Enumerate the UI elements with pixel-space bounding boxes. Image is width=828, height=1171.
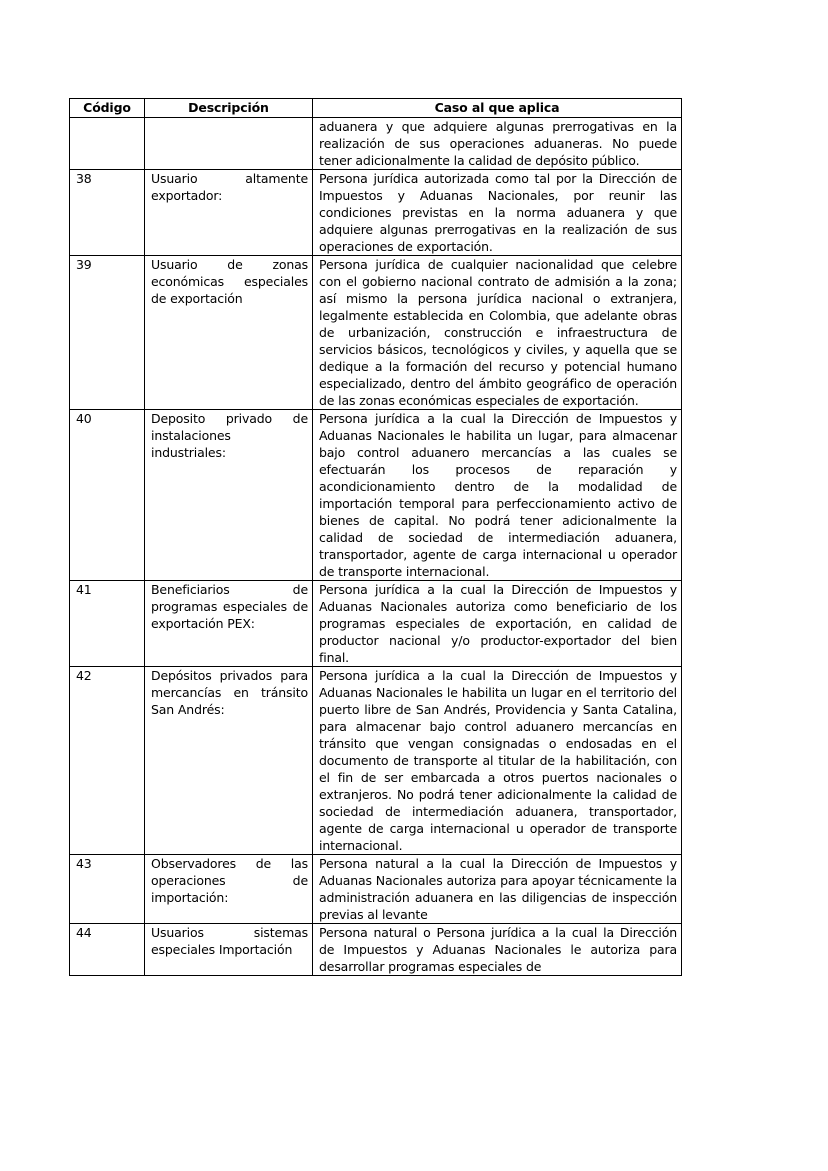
row-case: Persona jurídica de cualquier nacionalidad que celebre con el gobierno nacional contrato de admisión a la zona; así mismo la persona jurídica nacional o extranjera, legalmente establecida en Colombia, que adelante obras de urbanización, construcción e infraestructura de servicios básicos, tecnológicos y civiles, y aquella que se dedique a la formación del recurso y potencial humano especializado, dentro del ámbito geográfico de operación de las zonas económicas especiales de exportación. (313, 256, 682, 410)
row-description: Beneficiarios de programas especiales de exportación PEX: (145, 581, 313, 667)
table-row (70, 410, 682, 581)
row-description: Deposito privado de instalaciones industriales: (145, 410, 313, 581)
row-case: Persona jurídica a la cual la Dirección de Impuestos y Aduanas Nacionales le habilita un lugar en el territorio del puerto libre de San Andrés, Providencia y Santa Catalina, para almacenar bajo control aduanero mercancías en tránsito que vengan consignadas o endosadas en el documento de transporte al titular de la habilitación, con el fin de ser embarcada a otros puertos nacionales o extranjeros. No podrá tener adicionalmente la calidad de sociedad de intermediación aduanera, transportador, agente de carga internacional u operador de transporte internacional. (313, 667, 682, 855)
row-code: 41 (70, 581, 145, 667)
table-row (70, 855, 682, 924)
table-row (70, 667, 682, 855)
row-case: Persona jurídica a la cual la Dirección de Impuestos y Aduanas Nacionales le habilita un lugar, para almacenar bajo control aduanero mercancías a las cuales se efectuarán los procesos de reparación y acondicionamiento dentro de la modalidad de importación temporal para perfeccionamiento activo de bienes de capital. No podrá tener adicionalmente la calidad de sociedad de intermediación aduanera, transportador, agente de carga internacional u operador de transporte internacional. (313, 410, 682, 581)
header-row (70, 99, 682, 118)
row-code: 38 (70, 170, 145, 256)
row-description (145, 118, 313, 170)
table-row (70, 924, 682, 976)
table-body (70, 118, 682, 976)
row-description: Depósitos privados para mercancías en tránsito San Andrés: (145, 667, 313, 855)
table-row (70, 256, 682, 410)
row-code: 40 (70, 410, 145, 581)
table-row (70, 581, 682, 667)
row-description: Usuarios sistemas especiales Importación (145, 924, 313, 976)
header-case: Caso al que aplica (313, 99, 682, 118)
codes-table (69, 98, 682, 976)
row-description: Usuario de zonas económicas especiales de exportación (145, 256, 313, 410)
row-description: Observadores de las operaciones de importación: (145, 855, 313, 924)
row-code (70, 118, 145, 170)
row-description: Usuario altamente exportador: (145, 170, 313, 256)
table-row (70, 118, 682, 170)
row-code: 44 (70, 924, 145, 976)
row-code: 42 (70, 667, 145, 855)
row-case: aduanera y que adquiere algunas prerrogativas en la realización de sus operaciones aduaneras. No puede tener adicionalmente la calidad de depósito público. (313, 118, 682, 170)
header-code: Código (70, 99, 145, 118)
table-header (70, 99, 682, 118)
row-case: Persona natural o Persona jurídica a la cual la Dirección de Impuestos y Aduanas Nacionales le autoriza para desarrollar programas especiales de (313, 924, 682, 976)
row-case: Persona jurídica autorizada como tal por la Dirección de Impuestos y Aduanas Nacionales, por reunir las condiciones previstas en la norma aduanera y que adquiere algunas prerrogativas en la realización de sus operaciones de exportación. (313, 170, 682, 256)
table-row (70, 170, 682, 256)
row-case: Persona natural a la cual la Dirección de Impuestos y Aduanas Nacionales autoriza para apoyar técnicamente la administración aduanera en las diligencias de inspección previas al levante (313, 855, 682, 924)
row-code: 43 (70, 855, 145, 924)
header-description: Descripción (145, 99, 313, 118)
row-code: 39 (70, 256, 145, 410)
row-case: Persona jurídica a la cual la Dirección de Impuestos y Aduanas Nacionales autoriza como beneficiario de los programas especiales de exportación, en calidad de productor nacional y/o productor-exportador del bien final. (313, 581, 682, 667)
